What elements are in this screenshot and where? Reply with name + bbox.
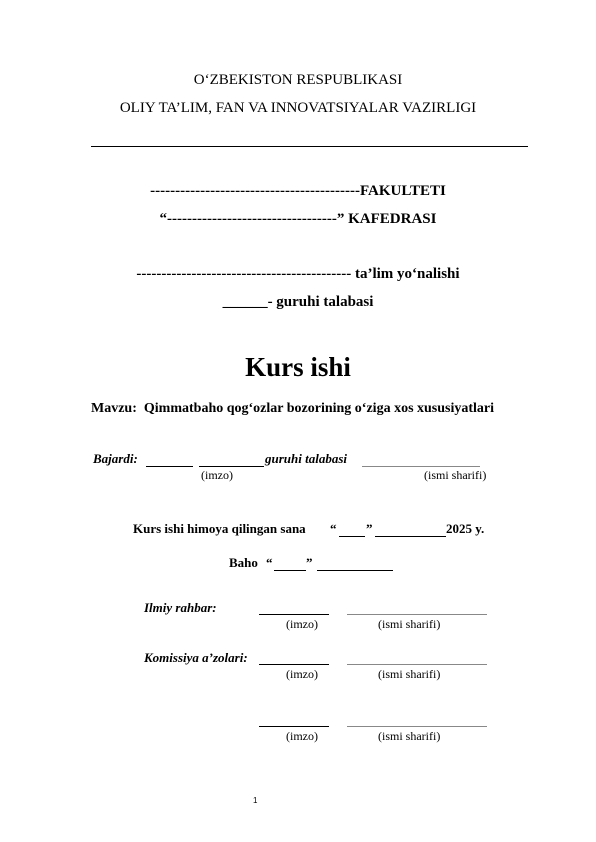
supervisor-name-blank [347,614,487,615]
grade-open: “ [266,555,273,570]
performer-group-label: guruhi talabasi [265,451,348,466]
department-line: “----------------------------------” KAFEDRASI [159,211,437,227]
country-heading: O‘ZBEKISTON RESPUBLIKASI [193,72,403,88]
ministry-heading: OLIY TA’LIM, FAN VA INNOVATSIYALAR VAZIRLIGI [119,100,477,116]
commission-signature-caption: (imzo) [286,667,318,681]
faculty-line: ------------------------------------------FAKULTETI [150,183,446,199]
grade-label: Baho [229,555,258,570]
supervisor-signature-caption: (imzo) [286,617,318,631]
supervisor-name-caption: (ismi sharifi) [378,617,441,631]
direction-line: ------------------------------------------- ta’lim yo‘nalishi [136,266,460,282]
performer-group-blank [146,466,193,467]
commission-second-name-blank [347,726,487,727]
defense-month-blank [375,536,446,537]
defense-year: 2025 y. [446,521,485,536]
supervisor-label: Ilmiy rahbar: [144,600,217,615]
grade-blank [274,570,306,571]
defense-day-blank [339,536,365,537]
defense-date-open: “ [330,521,337,536]
performer-name-blank [362,466,480,467]
commission-second-signature-caption: (imzo) [286,729,318,743]
header-rule [91,146,528,147]
grade-close: ” [306,555,313,570]
performer-signature-caption: (imzo) [201,468,233,482]
page-number: 1 [253,796,258,805]
commission-label: Komissiya a’zolari: [144,650,248,665]
commission-name-blank [347,664,487,665]
commission-name-caption: (ismi sharifi) [378,667,441,681]
performer-signature-blank [199,466,264,467]
supervisor-signature-blank [259,614,329,615]
commission-signature-blank [259,664,329,665]
group-line: ______- guruhi talabasi [222,294,374,310]
grade-words-blank [317,570,393,571]
defense-date-close: ” [366,521,373,536]
topic-value: Qimmatbaho qog‘ozlar bozorining o‘ziga xos xususiyatlari [143,401,495,416]
commission-second-signature-blank [259,726,329,727]
page-title: Kurs ishi [245,352,351,382]
performer-label: Bajardi: [93,451,138,466]
topic-line [91,401,494,417]
defense-label: Kurs ishi himoya qilingan sana [133,521,306,536]
commission-second-name-caption: (ismi sharifi) [378,729,441,743]
performer-name-caption: (ismi sharifi) [424,468,487,482]
topic-label: Mavzu: [91,401,137,416]
